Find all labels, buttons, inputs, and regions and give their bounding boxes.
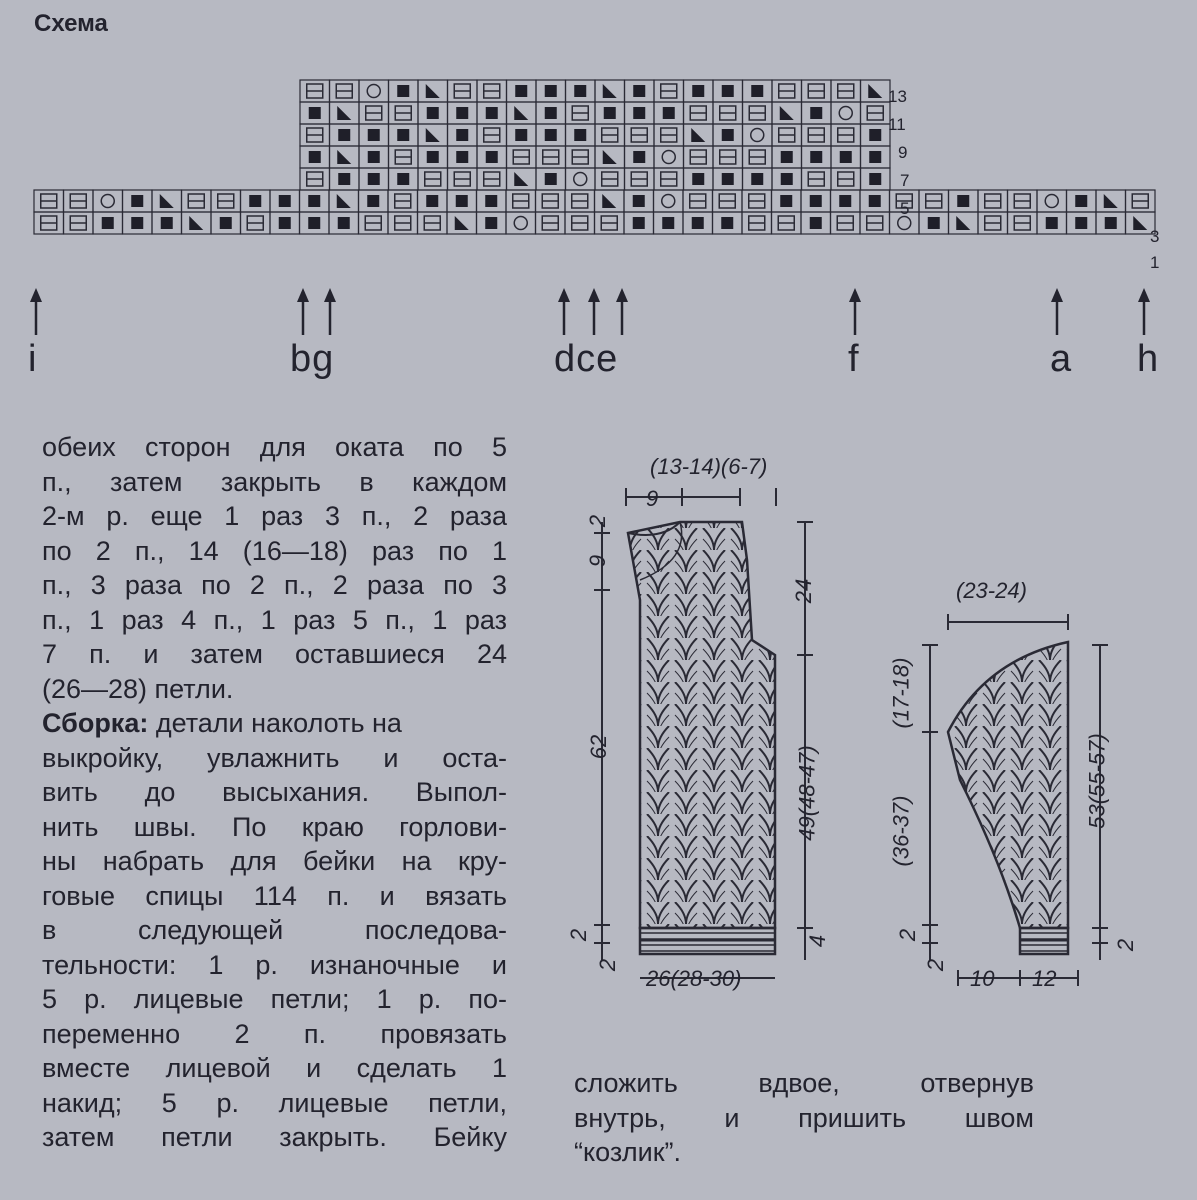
arrow-icon — [1138, 288, 1150, 335]
chart-cell — [713, 212, 743, 234]
arrow-icon — [588, 288, 600, 335]
chart-cell — [359, 124, 389, 146]
chart-cell — [919, 190, 949, 212]
arrow-icon — [30, 288, 42, 335]
text-line: нить швы. По краю горлови- — [42, 811, 507, 842]
chart-cell — [566, 124, 596, 146]
chart-cell — [536, 80, 566, 102]
chart-cell — [566, 146, 596, 168]
chart-cell — [418, 80, 448, 102]
arrow-icon — [297, 288, 309, 335]
chart-cell — [536, 102, 566, 124]
chart-cell — [802, 80, 832, 102]
chart-cell — [418, 124, 448, 146]
sleeve-dimension-lines — [922, 614, 1108, 986]
arrow-icon — [324, 288, 336, 335]
chart-cell — [507, 168, 537, 190]
row-number: 9 — [898, 143, 908, 162]
chart-cell — [330, 124, 360, 146]
chart-cell — [1008, 190, 1038, 212]
chart-cell — [477, 80, 507, 102]
chart-cell — [860, 212, 890, 234]
chart-cell — [359, 190, 389, 212]
chart-cell — [713, 124, 743, 146]
chart-cell — [1126, 190, 1156, 212]
chart-cell — [743, 102, 773, 124]
chart-cell — [565, 212, 595, 234]
chart-cell — [64, 212, 94, 234]
chart-cell — [477, 146, 507, 168]
text-line: тельности: 1 р. изнаночные и — [42, 949, 507, 980]
text-line: “козлик”. — [574, 1137, 682, 1167]
chart-cell — [270, 212, 300, 234]
arrow-label-f: f — [848, 338, 860, 380]
text-line: 2-м р. еще 1 раз 3 п., 2 раза — [42, 501, 507, 531]
chart-cell — [831, 146, 861, 168]
chart-cell — [330, 146, 360, 168]
row-number: 5 — [900, 199, 910, 218]
chart-cell — [211, 212, 241, 234]
chart-cell — [772, 190, 802, 212]
chart-cell — [595, 146, 625, 168]
chart-cell — [1008, 212, 1038, 234]
chart-cell — [152, 190, 182, 212]
front-bottom-label: 26(28-30) — [646, 966, 742, 991]
sleeve-bottom-12: 12 — [1032, 966, 1057, 991]
arrow-label-i: i — [28, 338, 38, 380]
chart-cell — [801, 190, 831, 212]
chart-cell — [861, 124, 891, 146]
assembly-first: детали наколоть на — [155, 708, 402, 738]
front-top-9: 9 — [646, 486, 659, 511]
chart-cell — [978, 212, 1008, 234]
text-line: выкройку, увлажнить и оста- — [42, 742, 507, 773]
chart-cell — [389, 146, 419, 168]
chart-cell — [743, 124, 773, 146]
chart-cell — [1037, 190, 1067, 212]
chart-cell — [713, 102, 743, 124]
sleeve-left-2b: 2 — [923, 958, 949, 972]
text-line: п., затем закрыть в каждом — [42, 466, 507, 497]
front-right-4: 4 — [805, 934, 831, 948]
chart-cell — [93, 190, 123, 212]
chart-cell — [330, 80, 360, 102]
row-number: 1 — [1150, 253, 1160, 272]
chart-cell — [624, 212, 654, 234]
chart-grid — [34, 80, 1155, 234]
assembly-heading: Сборка: — [42, 708, 149, 738]
chart-cell — [1096, 190, 1126, 212]
chart-cell — [536, 212, 566, 234]
chart-cell — [329, 190, 359, 212]
chart-cell — [831, 190, 861, 212]
chart-cell — [418, 212, 448, 234]
chart-cell — [34, 212, 64, 234]
chart-cell — [595, 80, 625, 102]
chart-cell — [743, 168, 773, 190]
chart-cell — [684, 102, 714, 124]
text-line: переменно 2 п. провязать — [42, 1018, 507, 1049]
arrow-label-a: a — [1050, 338, 1073, 380]
chart-cell — [506, 190, 536, 212]
text-line: в следующей последова- — [42, 915, 507, 945]
text-line: 7 п. и затем оставшиеся 24 — [42, 639, 507, 669]
chart-cell — [772, 212, 802, 234]
chart-cell — [654, 212, 684, 234]
chart-cell — [300, 124, 330, 146]
text-line: (26—28) петли. — [42, 673, 234, 704]
text-line: обеих сторон для оката по 5 — [42, 432, 507, 462]
chart-cell — [536, 146, 566, 168]
text-line: внутрь, и пришить швом — [574, 1102, 1034, 1133]
chart-cell — [684, 124, 714, 146]
instructions-text — [42, 430, 507, 1155]
chart-cell — [211, 190, 241, 212]
chart-cell — [477, 102, 507, 124]
chart-cell — [595, 190, 625, 212]
chart-cell — [625, 102, 655, 124]
chart-cell — [359, 212, 389, 234]
chart-cell — [595, 168, 625, 190]
chart-cell — [684, 146, 714, 168]
chart-cell — [507, 102, 537, 124]
front-top-label: (13-14)(6-7) — [650, 454, 768, 479]
chart-cell — [1067, 190, 1097, 212]
chart-cell — [1037, 212, 1067, 234]
chart-cell — [831, 212, 861, 234]
chart-cell — [743, 146, 773, 168]
chart-cell — [625, 146, 655, 168]
chart-cell — [684, 80, 714, 102]
text-line: 5 р. лицевые петли; 1 р. по- — [42, 984, 507, 1014]
chart-cell — [743, 80, 773, 102]
chart-cell — [418, 102, 448, 124]
chart-cell — [388, 190, 418, 212]
chart-cell — [861, 102, 891, 124]
knitting-chart — [0, 60, 1197, 370]
chart-cell — [359, 80, 389, 102]
chart-cell — [713, 190, 743, 212]
chart-cell — [654, 80, 684, 102]
chart-cell — [418, 146, 448, 168]
chart-cell — [389, 168, 419, 190]
text-line: по 2 п., 14 (16—18) раз по 1 — [42, 535, 507, 566]
sleeve-top-label: (23-24) — [956, 578, 1027, 603]
chart-cell — [919, 212, 949, 234]
sleeve-right-2: 2 — [1113, 938, 1139, 952]
chart-cell — [654, 168, 684, 190]
chart-cell — [801, 212, 831, 234]
front-left-bottom-2b: 2 — [595, 958, 621, 972]
chart-cell — [566, 168, 596, 190]
chart-cell — [507, 124, 537, 146]
chart-cell — [831, 124, 861, 146]
chart-cell — [772, 102, 802, 124]
chart-cell — [772, 80, 802, 102]
chart-cell — [300, 190, 330, 212]
chart-cell — [359, 168, 389, 190]
text-line: сложить вдвое, отвернув — [574, 1068, 1034, 1098]
chart-cell — [477, 168, 507, 190]
text-line: п., 1 раз 4 п., 1 раз 5 п., 1 раз — [42, 604, 507, 635]
arrow-label-dce: dce — [554, 338, 619, 380]
sleeve-piece — [948, 642, 1068, 954]
chart-cell — [802, 124, 832, 146]
chart-cell — [270, 190, 300, 212]
chart-cell — [300, 102, 330, 124]
chart-cell — [448, 124, 478, 146]
chart-cell — [536, 124, 566, 146]
chart-cell — [477, 212, 507, 234]
chart-cell — [625, 168, 655, 190]
chart-cell — [507, 146, 537, 168]
chart-cell — [802, 168, 832, 190]
chart-cell — [772, 168, 802, 190]
chart-cell — [418, 190, 448, 212]
arrow-label-bg: bg — [290, 338, 335, 380]
chart-cell — [595, 124, 625, 146]
chart-cell — [566, 80, 596, 102]
chart-cell — [831, 168, 861, 190]
chart-cell — [536, 190, 566, 212]
chart-cell — [300, 80, 330, 102]
schema-title: Схема — [34, 10, 108, 37]
chart-cell — [949, 190, 979, 212]
chart-cell — [565, 190, 595, 212]
chart-cell — [713, 168, 743, 190]
text-line: говые спицы 114 п. и вязать — [42, 880, 507, 911]
front-left-2: 2 — [585, 514, 611, 528]
row-number: 7 — [900, 171, 910, 190]
front-right-49: 49(48-47) — [794, 745, 820, 841]
sleeve-bottom-10: 10 — [970, 966, 995, 991]
chart-cell — [713, 146, 743, 168]
row-numbers — [888, 87, 1159, 272]
chart-cell — [300, 168, 330, 190]
chart-cell — [683, 190, 713, 212]
chart-cell — [241, 212, 271, 234]
chart-cell — [566, 102, 596, 124]
chart-cell — [595, 102, 625, 124]
chart-cell — [683, 212, 713, 234]
chart-cell — [330, 102, 360, 124]
arrow-icon — [616, 288, 628, 335]
chart-cell — [389, 124, 419, 146]
chart-cell — [93, 212, 123, 234]
chart-cell — [772, 146, 802, 168]
chart-cell — [802, 146, 832, 168]
chart-cell — [152, 212, 182, 234]
chart-cell — [448, 146, 478, 168]
chart-cell — [625, 80, 655, 102]
chart-cell — [389, 102, 419, 124]
chart-cell — [831, 80, 861, 102]
chart-cell — [713, 80, 743, 102]
chart-cell — [654, 102, 684, 124]
chart-cell — [861, 168, 891, 190]
sleeve-left-2a: 2 — [895, 928, 921, 942]
chart-cell — [34, 190, 64, 212]
chart-cell — [447, 190, 477, 212]
chart-cell — [860, 190, 890, 212]
chart-cell — [742, 190, 772, 212]
chart-cell — [654, 146, 684, 168]
row-number: 13 — [888, 87, 907, 106]
chart-cell — [64, 190, 94, 212]
tail-text — [574, 1066, 1034, 1170]
chart-cell — [329, 212, 359, 234]
text-line: ны набрать для бейки на кру- — [42, 846, 507, 876]
chart-cell — [654, 124, 684, 146]
chart-cell — [389, 80, 419, 102]
arrow-icon — [1051, 288, 1063, 335]
arrow-icon — [558, 288, 570, 335]
chart-cell — [359, 146, 389, 168]
chart-cell — [507, 80, 537, 102]
chart-cell — [448, 102, 478, 124]
chart-cell — [1096, 212, 1126, 234]
chart-cell — [477, 190, 507, 212]
chart-cell — [861, 146, 891, 168]
chart-cell — [654, 190, 684, 212]
chart-cell — [831, 102, 861, 124]
chart-cell — [241, 190, 271, 212]
text-line: затем петли закрыть. Бейку — [42, 1122, 507, 1152]
chart-cell — [359, 102, 389, 124]
assembly-first-line — [42, 706, 507, 741]
arrow-icon — [849, 288, 861, 335]
chart-cell — [742, 212, 772, 234]
front-right-24: 24 — [791, 578, 817, 604]
text-line: накид; 5 р. лицевые петли, — [42, 1087, 507, 1118]
chart-cell — [330, 168, 360, 190]
front-left-9: 9 — [585, 554, 611, 568]
chart-cell — [388, 212, 418, 234]
chart-cell — [448, 168, 478, 190]
chart-cell — [595, 212, 625, 234]
chart-arrows — [30, 288, 1150, 335]
chart-cell — [772, 124, 802, 146]
arrow-label-h: h — [1137, 338, 1160, 380]
chart-cell — [182, 190, 212, 212]
row-number: 3 — [1150, 227, 1160, 246]
chart-cell — [978, 190, 1008, 212]
chart-cell — [684, 168, 714, 190]
chart-cell — [624, 190, 654, 212]
chart-cell — [418, 168, 448, 190]
chart-cell — [949, 212, 979, 234]
chart-cell — [300, 212, 330, 234]
text-line: п., 3 раза по 2 п., 2 раза по 3 — [42, 570, 507, 600]
front-left-bottom-2a: 2 — [566, 928, 592, 942]
chart-cell — [182, 212, 212, 234]
front-left-62: 62 — [586, 734, 612, 760]
chart-cell — [477, 124, 507, 146]
sleeve-left-36: (36-37) — [888, 795, 914, 867]
chart-cell — [802, 102, 832, 124]
chart-cell — [123, 190, 153, 212]
sleeve-right-53: 53(55-57) — [1084, 733, 1110, 829]
row-number: 11 — [888, 115, 906, 134]
text-line: вить до высыхания. Выпол- — [42, 777, 507, 807]
chart-cell — [506, 212, 536, 234]
chart-cell — [861, 80, 891, 102]
chart-cell — [625, 124, 655, 146]
chart-cell — [536, 168, 566, 190]
text-line: вместе лицевой и сделать 1 — [42, 1053, 507, 1083]
chart-cell — [123, 212, 153, 234]
front-piece — [628, 522, 775, 954]
chart-cell — [448, 80, 478, 102]
chart-cell — [447, 212, 477, 234]
sleeve-left-17: (17-18) — [888, 657, 914, 729]
front-dimension-lines — [594, 488, 813, 978]
chart-cell — [1067, 212, 1097, 234]
chart-cell — [300, 146, 330, 168]
